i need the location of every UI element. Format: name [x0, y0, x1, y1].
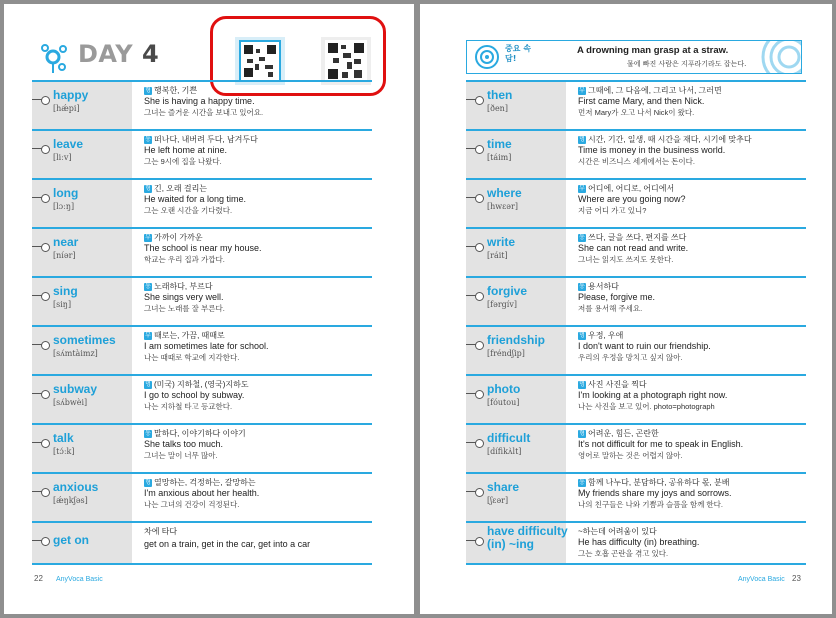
vocab-word: talk — [53, 431, 74, 445]
pronunciation: [lɔːŋ] — [53, 202, 75, 211]
vocab-entry — [32, 325, 372, 374]
pronunciation: [táim] — [487, 153, 512, 162]
vocab-word: difficult — [487, 431, 531, 445]
qr-code-icon[interactable] — [235, 37, 285, 85]
decorative-rings-icon — [759, 40, 802, 74]
part-of-speech-badge: 동 — [145, 283, 151, 290]
example-sentence: get on a train, get in the car, get into a car — [144, 539, 311, 549]
pronunciation: [hwɛər] — [487, 202, 518, 211]
part-of-speech-badge: 명 — [579, 136, 585, 143]
example-sentence: I'm looking at a photograph right now. — [578, 390, 728, 400]
vocab-word: where — [487, 186, 522, 200]
part-of-speech-badge: 형 — [145, 87, 151, 94]
part-of-speech-badge: 형 — [579, 430, 585, 437]
example-sentence: He waited for a long time. — [144, 194, 247, 204]
vocab-entry — [466, 521, 806, 565]
vocab-entry — [32, 521, 372, 565]
vocab-entry — [466, 80, 806, 129]
example-translation: 학교는 우리 집과 가깝다. — [144, 255, 225, 264]
pronunciation: [dífikʌ̀lt] — [487, 447, 522, 456]
qr-code-icon[interactable] — [321, 37, 371, 85]
example-translation: 지금 어디 가고 있니? — [578, 206, 647, 215]
vocab-word: happy — [53, 88, 89, 102]
example-translation: 나는 그녀의 건강이 걱정된다. — [144, 500, 240, 509]
left-page — [4, 4, 414, 614]
meaning: 형 행복한, 기쁜 — [145, 86, 198, 95]
example-translation: 그는 오랜 시간을 기다렸다. — [144, 206, 233, 215]
vocab-entry — [466, 129, 806, 178]
pronunciation: [fóutou] — [487, 398, 520, 407]
part-of-speech-badge: 동 — [145, 136, 151, 143]
example-translation: 그녀는 말이 너무 많아. — [144, 451, 218, 460]
pronunciation: [fərgív] — [487, 300, 517, 309]
example-sentence: I don't want to ruin our friendship. — [578, 341, 711, 351]
example-sentence: He left home at nine. — [144, 145, 228, 155]
vocab-word: have difficulty (in) ~ing — [487, 524, 568, 551]
example-sentence: I am sometimes late for school. — [144, 341, 269, 351]
example-translation: 시간은 비즈니스 세계에서는 돈이다. — [578, 157, 696, 166]
page-number: 22 — [34, 574, 43, 583]
meaning: 부 가까이 가까운 — [145, 233, 203, 242]
pronunciation: [siŋ] — [53, 300, 72, 309]
vocab-entry — [466, 227, 806, 276]
vocab-entry — [32, 374, 372, 423]
part-of-speech-badge: 동 — [579, 234, 585, 241]
proverb-box — [466, 40, 802, 74]
vocab-word: friendship — [487, 333, 546, 347]
vocab-word: write — [487, 235, 516, 249]
vocab-word: sing — [53, 284, 78, 298]
part-of-speech-badge: 부 — [145, 234, 151, 241]
proverb-korean: 물에 빠진 사람은 지푸라기라도 잡는다. — [627, 60, 747, 68]
example-translation: 나는 지하철 타고 등교한다. — [144, 402, 233, 411]
proverb-english: A drowning man grasp at a straw. — [577, 45, 729, 56]
meaning: 동 용서하다 — [579, 282, 619, 291]
part-of-speech-badge: 명 — [145, 381, 151, 388]
meaning: 명 시간, 기간, 일생, 때 시간을 재다, 시기에 맞추다 — [579, 135, 752, 144]
meaning: 차에 타다 — [144, 527, 178, 536]
example-translation: 나의 친구들은 나와 기쁨과 슬픔을 함께 한다. — [578, 500, 723, 509]
pronunciation: [sʌ́bwèi] — [53, 398, 88, 407]
example-sentence: She is having a happy time. — [144, 96, 255, 106]
example-translation: 그녀는 즐거운 시간을 보내고 있어요. — [144, 108, 264, 117]
pronunciation: [ráit] — [487, 251, 508, 260]
vocab-word: anxious — [53, 480, 99, 494]
meaning: 부 그때에, 그 다음에, 그리고 나서, 그러면 — [579, 86, 722, 95]
meaning: 동 함께 나누다, 분담하다, 공유하다 몫, 분배 — [579, 478, 730, 487]
vocab-word: time — [487, 137, 512, 151]
vocab-word: get on — [53, 533, 89, 547]
example-sentence: Time is money in the business world. — [578, 145, 726, 155]
vocab-word: then — [487, 88, 513, 102]
pronunciation: [ʃɛər] — [487, 496, 509, 505]
example-sentence: She sings very well. — [144, 292, 224, 302]
part-of-speech-badge: 동 — [579, 283, 585, 290]
vocabulary-list — [466, 80, 806, 565]
day-label: DAY — [78, 40, 134, 68]
meaning: 부 어디에, 어디로, 어디에서 — [579, 184, 675, 193]
part-of-speech-badge: 동 — [145, 430, 151, 437]
target-icon — [473, 43, 501, 71]
example-translation: 그녀는 노래를 잘 부른다. — [144, 304, 225, 313]
meaning: 동 말하다, 이야기하다 이야기 — [145, 429, 246, 438]
vocab-word: photo — [487, 382, 521, 396]
vocab-entry — [32, 129, 372, 178]
example-sentence: Please, forgive me. — [578, 292, 656, 302]
example-translation: 그는 호흡 곤란을 겪고 있다. — [578, 549, 669, 558]
vocab-word: long — [53, 186, 79, 200]
pronunciation: [níər] — [53, 251, 76, 260]
vocabulary-list — [32, 80, 372, 565]
example-translation: 먼저 Mary가 오고 나서 Nick이 왔다. — [578, 108, 695, 117]
page-number: 23 — [792, 574, 801, 583]
brand-label: AnyVoca Basic — [56, 576, 103, 583]
pronunciation: [tɔ́ːk] — [53, 447, 75, 456]
pronunciation: [ǽŋkʃəs] — [53, 496, 88, 505]
example-sentence: I'm anxious about her health. — [144, 488, 260, 498]
meaning: 동 쓰다, 글을 쓰다, 편지를 쓰다 — [579, 233, 687, 242]
day-title — [78, 40, 159, 68]
meaning: 동 떠나다, 내버려 두다, 남겨두다 — [145, 135, 258, 144]
proverb-label: 중요 속담! — [505, 44, 531, 63]
right-page — [420, 4, 832, 614]
meaning: 명 사진 사진을 찍다 — [579, 380, 647, 389]
meaning: 형 긴, 오래 걸리는 — [145, 184, 208, 193]
vocab-word: leave — [53, 137, 84, 151]
pronunciation: [sʌ́mtàimz] — [53, 349, 98, 358]
day-number: 4 — [141, 40, 160, 68]
part-of-speech-badge: 동 — [579, 479, 585, 486]
meaning: 명 우정, 우애 — [579, 331, 624, 340]
example-sentence: Where are you going now? — [578, 194, 686, 204]
vocab-entry — [32, 472, 372, 521]
vocab-entry — [466, 276, 806, 325]
vocab-word: forgive — [487, 284, 528, 298]
part-of-speech-badge: 명 — [579, 332, 585, 339]
example-sentence: She can not read and write. — [578, 243, 689, 253]
meaning: ~하는데 어려움이 있다 — [578, 527, 657, 536]
vocab-entry — [466, 325, 806, 374]
vocab-entry — [32, 80, 372, 129]
meaning: 명 (미국) 지하철, (영국)지하도 — [145, 380, 249, 389]
example-translation: 저를 용서해 주세요. — [578, 304, 643, 313]
example-translation: 나는 사진을 보고 있어. photo=photograph — [578, 402, 715, 411]
vocab-entry — [466, 374, 806, 423]
vocab-entry — [32, 178, 372, 227]
meaning: 부 때로는, 가끔, 때때로 — [145, 331, 225, 340]
vocab-word: sometimes — [53, 333, 116, 347]
part-of-speech-badge: 형 — [145, 185, 151, 192]
vocab-entry — [466, 472, 806, 521]
example-sentence: The school is near my house. — [144, 243, 262, 253]
vocab-word: share — [487, 480, 520, 494]
brand-label: AnyVoca Basic — [738, 576, 785, 583]
example-sentence: It's not difficult for me to speak in English. — [578, 439, 744, 449]
vocab-word: near — [53, 235, 79, 249]
vocab-entry — [466, 423, 806, 472]
vocab-word: subway — [53, 382, 98, 396]
part-of-speech-badge: 형 — [145, 479, 151, 486]
part-of-speech-badge: 부 — [579, 185, 585, 192]
vocab-entry — [32, 227, 372, 276]
example-translation: 그녀는 읽지도 쓰지도 못한다. — [578, 255, 674, 264]
part-of-speech-badge: 명 — [579, 381, 585, 388]
example-translation: 나는 때때로 학교에 지각한다. — [144, 353, 240, 362]
example-sentence: I go to school by subway. — [144, 390, 245, 400]
vocab-entry — [466, 178, 806, 227]
example-translation: 그는 9시에 집을 나왔다. — [144, 157, 222, 166]
vocab-entry — [32, 276, 372, 325]
pronunciation: [ðen] — [487, 104, 508, 113]
part-of-speech-badge: 부 — [145, 332, 151, 339]
example-sentence: First came Mary, and then Nick. — [578, 96, 705, 106]
example-sentence: He has difficulty (in) breathing. — [578, 537, 700, 547]
meaning: 형 열망하는, 걱정하는, 갈망하는 — [145, 478, 256, 487]
part-of-speech-badge: 부 — [579, 87, 585, 94]
example-translation: 우리의 우정을 망치고 싶지 않아. — [578, 353, 683, 362]
example-sentence: She talks too much. — [144, 439, 224, 449]
pronunciation: [liːv] — [53, 153, 72, 162]
pronunciation: [hǽpi] — [53, 104, 80, 113]
vocab-entry — [32, 423, 372, 472]
day-logo-icon — [36, 40, 70, 74]
meaning: 형 어려운, 힘든, 곤란한 — [579, 429, 659, 438]
pronunciation: [fréndʃip] — [487, 349, 525, 358]
example-sentence: My friends share my joys and sorrows. — [578, 488, 732, 498]
example-translation: 영어로 말하는 것은 어렵지 않아. — [578, 451, 683, 460]
meaning: 동 노래하다, 부르다 — [145, 282, 213, 291]
